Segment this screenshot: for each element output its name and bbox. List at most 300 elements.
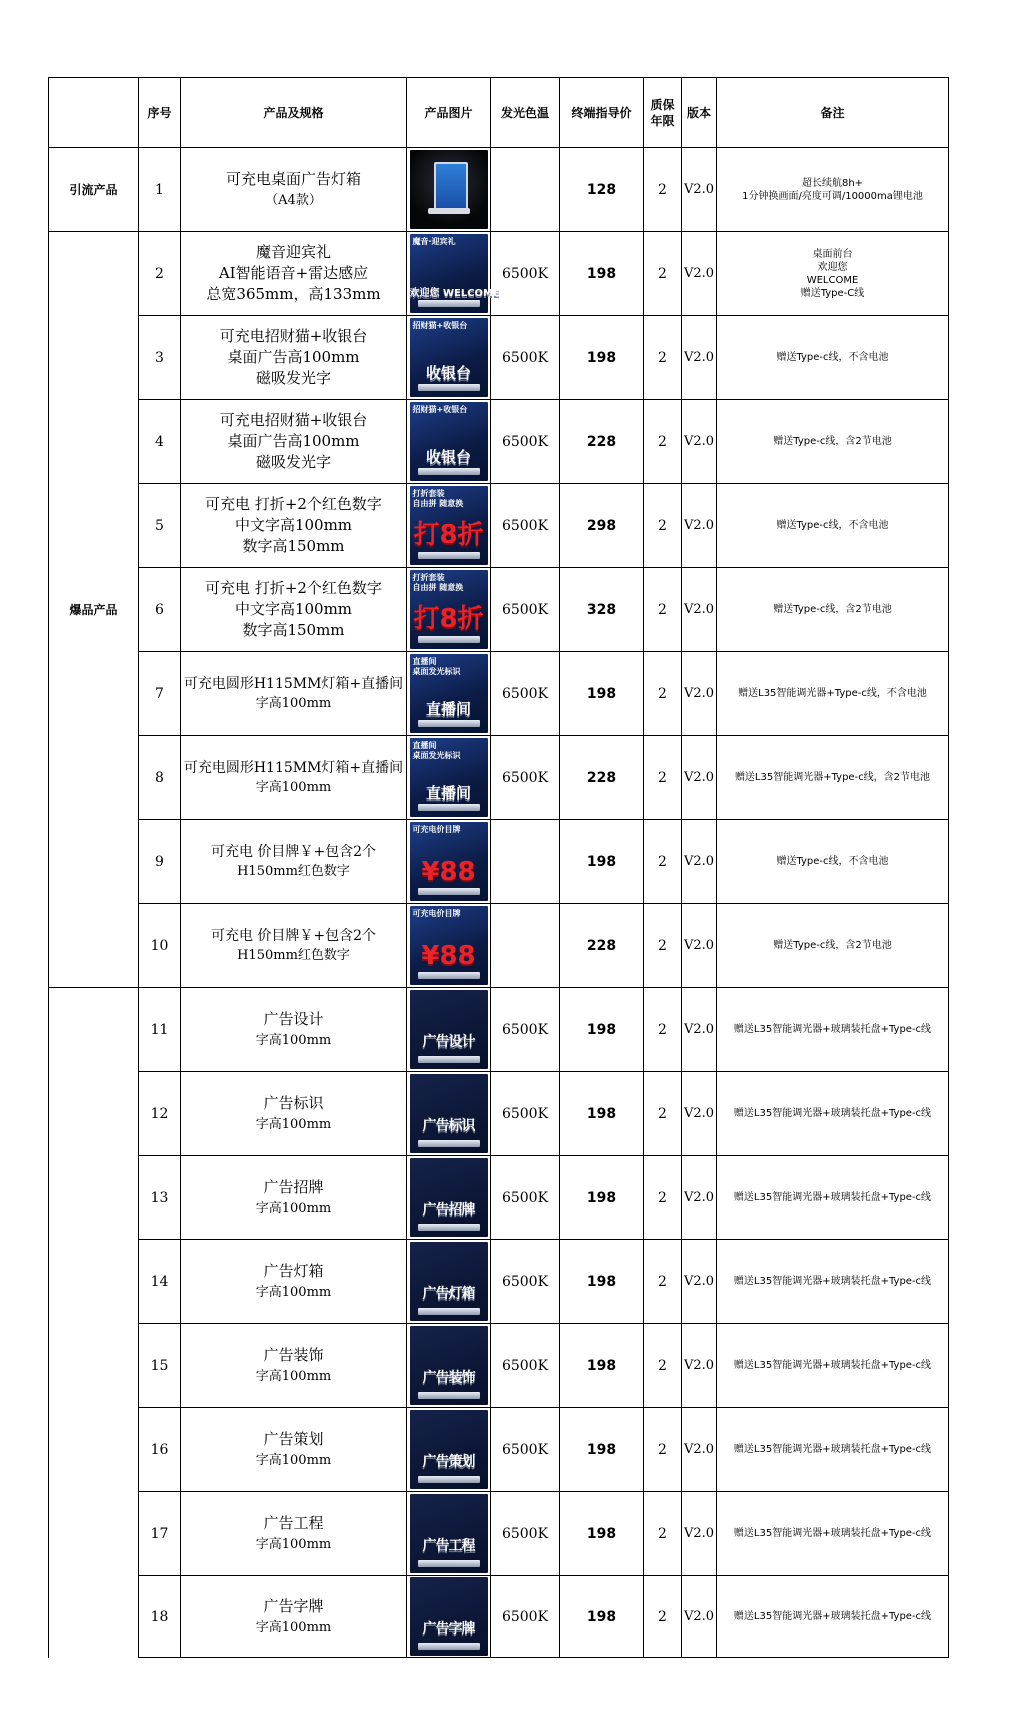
product-image — [410, 150, 488, 229]
notes — [717, 1408, 949, 1492]
row-index: 15 — [139, 1324, 181, 1408]
row-index: 12 — [139, 1072, 181, 1156]
color-temp: 6500K — [491, 736, 560, 820]
product-spec-line: 字高100mm — [255, 1284, 332, 1300]
color-temp: 6500K — [491, 1492, 560, 1576]
table-row — [49, 1408, 949, 1492]
sign-stand-icon — [418, 972, 480, 979]
product-spec-line: 数字高150mm — [242, 537, 345, 555]
product-spec-line: 桌面广告高100mm — [227, 348, 360, 366]
notes — [717, 820, 949, 904]
row-index: 3 — [139, 316, 181, 400]
version: V2.0 — [682, 400, 717, 484]
product-image-cell — [407, 652, 491, 736]
color-temp: 6500K — [491, 1408, 560, 1492]
notes — [717, 1324, 949, 1408]
product-spec-line: 广告设计 — [263, 1009, 324, 1028]
color-temp: 6500K — [491, 1156, 560, 1240]
notes-line: 欢迎您 — [817, 261, 848, 273]
image-title-text: 可充电价目牌 — [412, 909, 461, 918]
notes-line: 赠送L35智能调光器+玻璃装托盘+Type-c线 — [733, 1108, 932, 1119]
product-spec-line: 可充电 价目牌￥+包含2个 — [210, 843, 377, 860]
image-title-text: 可充电价目牌 — [412, 825, 461, 834]
notes — [717, 232, 949, 316]
header-image: 产品图片 — [407, 78, 491, 148]
product-spec-line: 魔音迎宾礼 — [255, 243, 331, 261]
product-spec-line: AI智能语音+雷达感应 — [218, 264, 369, 282]
color-temp — [491, 820, 560, 904]
warranty-years: 2 — [644, 232, 682, 316]
price: 198 — [560, 1072, 644, 1156]
category-empty — [49, 988, 139, 1658]
product-spec — [181, 1072, 407, 1156]
version: V2.0 — [682, 820, 717, 904]
notes-line: 1分钟换画面/亮度可调/10000ma锂电池 — [742, 190, 923, 202]
product-spec-line: H150mm红色数字 — [237, 947, 350, 963]
table-row — [49, 1156, 949, 1240]
product-image-cell — [407, 820, 491, 904]
sign-stand-icon — [418, 1643, 480, 1650]
image-sign-text: ¥88 — [421, 941, 476, 971]
warranty-years: 2 — [644, 904, 682, 988]
warranty-years: 2 — [644, 484, 682, 568]
color-temp: 6500K — [491, 1072, 560, 1156]
image-sign-text: 广告字牌 — [422, 1621, 475, 1637]
notes-line: 超长续航8h+ — [801, 177, 864, 189]
notes-line: 赠送Type-c线，含2节电池 — [773, 940, 892, 951]
notes-line: 赠送L35智能调光器+玻璃装托盘+Type-c线 — [733, 1024, 932, 1035]
product-image — [410, 990, 488, 1069]
product-spec-line: 磁吸发光字 — [255, 369, 331, 387]
category-traffic: 引流产品 — [49, 148, 139, 232]
notes — [717, 316, 949, 400]
image-sign-text: 直播间 — [425, 700, 471, 718]
version: V2.0 — [682, 736, 717, 820]
product-spec — [181, 736, 407, 820]
color-temp: 6500K — [491, 568, 560, 652]
notes-line: 赠送Type-c线，不含电池 — [776, 520, 889, 531]
header-color-temp: 发光色温 — [491, 78, 560, 148]
product-spec-line: 中文字高100mm — [234, 600, 353, 618]
version: V2.0 — [682, 1156, 717, 1240]
sign-stand-icon — [418, 720, 480, 727]
price: 328 — [560, 568, 644, 652]
product-spec-line: 数字高150mm — [242, 621, 345, 639]
header-index: 序号 — [139, 78, 181, 148]
notes — [717, 400, 949, 484]
price-list-table — [48, 77, 949, 1658]
product-image-cell — [407, 148, 491, 232]
sign-stand-icon — [418, 1056, 480, 1063]
product-image-cell — [407, 736, 491, 820]
product-spec — [181, 148, 407, 232]
warranty-years: 2 — [644, 1492, 682, 1576]
sign-stand-icon — [418, 552, 480, 559]
product-spec-line: 磁吸发光字 — [255, 453, 331, 471]
row-index: 7 — [139, 652, 181, 736]
product-image-cell — [407, 1408, 491, 1492]
notes — [717, 1492, 949, 1576]
price: 198 — [560, 988, 644, 1072]
notes-line: 赠送Type-C线 — [800, 287, 865, 299]
table-row — [49, 1576, 949, 1658]
price: 198 — [560, 1408, 644, 1492]
row-index: 14 — [139, 1240, 181, 1324]
lightbox-base-icon — [428, 208, 470, 214]
product-image — [410, 738, 488, 817]
table-row — [49, 232, 949, 316]
notes-line: WELCOME — [806, 274, 859, 286]
header-warranty — [644, 78, 682, 148]
price: 198 — [560, 1492, 644, 1576]
warranty-years: 2 — [644, 1408, 682, 1492]
product-spec-line: 可充电 打折+2个红色数字 — [205, 579, 382, 597]
warranty-years: 2 — [644, 820, 682, 904]
product-spec-line: 字高100mm — [255, 1116, 332, 1132]
version: V2.0 — [682, 1408, 717, 1492]
row-index: 4 — [139, 400, 181, 484]
table-row — [49, 904, 949, 988]
warranty-years: 2 — [644, 148, 682, 232]
category-hot: 爆品产品 — [49, 232, 139, 988]
warranty-years: 2 — [644, 400, 682, 484]
image-title-text: 招财猫+收银台 — [412, 321, 468, 330]
table-row — [49, 820, 949, 904]
version: V2.0 — [682, 148, 717, 232]
product-spec-line: 广告装饰 — [263, 1345, 324, 1364]
product-spec-line: 可充电 打折+2个红色数字 — [205, 495, 382, 513]
notes — [717, 568, 949, 652]
notes-line: 赠送Type-c线，含2节电池 — [773, 436, 892, 447]
image-sign-text: 广告装饰 — [422, 1370, 475, 1386]
product-image-cell — [407, 1492, 491, 1576]
price: 228 — [560, 736, 644, 820]
product-image — [410, 1577, 488, 1656]
image-sign-text: 广告招牌 — [422, 1202, 475, 1218]
row-index: 11 — [139, 988, 181, 1072]
product-spec-line: 可充电圆形H115MM灯箱+直播间 — [183, 675, 404, 692]
product-spec-line: 可充电桌面广告灯箱 — [225, 169, 361, 188]
product-spec-line: 桌面广告高100mm — [227, 432, 360, 450]
notes-line: 赠送L35智能调光器+玻璃装托盘+Type-c线 — [733, 1611, 932, 1622]
version: V2.0 — [682, 904, 717, 988]
row-index: 18 — [139, 1576, 181, 1658]
notes-line: 赠送L35智能调光器+玻璃装托盘+Type-c线 — [733, 1360, 932, 1371]
product-image-cell — [407, 316, 491, 400]
color-temp — [491, 904, 560, 988]
notes — [717, 988, 949, 1072]
color-temp: 6500K — [491, 484, 560, 568]
header-warranty-line1: 质保 — [650, 97, 675, 112]
product-spec — [181, 1576, 407, 1658]
header-row — [49, 78, 949, 148]
image-sign-text: 广告标识 — [422, 1118, 475, 1134]
price: 198 — [560, 316, 644, 400]
row-index: 17 — [139, 1492, 181, 1576]
warranty-years: 2 — [644, 568, 682, 652]
product-spec-line: 可充电招财猫+收银台 — [219, 411, 368, 429]
product-image — [410, 402, 488, 481]
product-spec-line: H150mm红色数字 — [237, 863, 350, 879]
price: 228 — [560, 904, 644, 988]
product-spec — [181, 988, 407, 1072]
product-image — [410, 1410, 488, 1489]
table-row — [49, 400, 949, 484]
price: 198 — [560, 1156, 644, 1240]
color-temp: 6500K — [491, 1576, 560, 1658]
product-image-cell — [407, 1072, 491, 1156]
warranty-years: 2 — [644, 1156, 682, 1240]
sign-stand-icon — [418, 1560, 480, 1567]
product-spec-line: 字高100mm — [255, 695, 332, 711]
table-row — [49, 568, 949, 652]
image-sign-text: 直播间 — [425, 784, 471, 802]
product-spec-line: 字高100mm — [255, 779, 332, 795]
product-spec-line: 总宽365mm，高133mm — [206, 285, 381, 303]
header-price: 终端指导价 — [560, 78, 644, 148]
product-image — [410, 906, 488, 985]
notes-line: 赠送Type-c线，不含电池 — [776, 352, 889, 363]
sign-stand-icon — [418, 300, 480, 307]
table-row — [49, 148, 949, 232]
image-sign-text: 欢迎您 WELCOME — [409, 288, 500, 299]
row-index: 13 — [139, 1156, 181, 1240]
price: 298 — [560, 484, 644, 568]
product-image — [410, 1074, 488, 1153]
version: V2.0 — [682, 316, 717, 400]
row-index: 10 — [139, 904, 181, 988]
row-index: 6 — [139, 568, 181, 652]
notes-line: 赠送L35智能调光器+玻璃装托盘+Type-c线 — [733, 1276, 932, 1287]
row-index: 5 — [139, 484, 181, 568]
version: V2.0 — [682, 232, 717, 316]
notes-line: 赠送L35智能调光器+Type-c线，不含电池 — [738, 688, 927, 699]
image-sign-text: 广告灯箱 — [422, 1286, 475, 1302]
product-image — [410, 570, 488, 649]
sign-stand-icon — [418, 1392, 480, 1399]
price: 198 — [560, 1576, 644, 1658]
price: 128 — [560, 148, 644, 232]
product-spec — [181, 1240, 407, 1324]
color-temp: 6500K — [491, 232, 560, 316]
table-row — [49, 316, 949, 400]
product-spec-line: （A4款） — [265, 192, 322, 208]
product-spec-line: 字高100mm — [255, 1200, 332, 1216]
product-image — [410, 822, 488, 901]
color-temp: 6500K — [491, 988, 560, 1072]
sign-stand-icon — [418, 1308, 480, 1315]
version: V2.0 — [682, 1324, 717, 1408]
notes-line: 赠送Type-c线，不含电池 — [776, 856, 889, 867]
version: V2.0 — [682, 1492, 717, 1576]
product-spec-line: 广告招牌 — [263, 1177, 324, 1196]
notes-line: 赠送Type-c线，含2节电池 — [773, 604, 892, 615]
product-spec — [181, 820, 407, 904]
lightbox-frame-icon — [434, 162, 468, 210]
product-spec-line: 广告字牌 — [263, 1596, 324, 1615]
table-row — [49, 652, 949, 736]
table-row — [49, 736, 949, 820]
product-spec — [181, 568, 407, 652]
image-sign-text: 广告工程 — [422, 1538, 475, 1554]
product-spec-line: 字高100mm — [255, 1032, 332, 1048]
warranty-years: 2 — [644, 988, 682, 1072]
color-temp — [491, 148, 560, 232]
table-row — [49, 1492, 949, 1576]
product-spec — [181, 652, 407, 736]
notes — [717, 1576, 949, 1658]
row-index: 2 — [139, 232, 181, 316]
version: V2.0 — [682, 568, 717, 652]
table-row — [49, 1324, 949, 1408]
color-temp: 6500K — [491, 400, 560, 484]
product-spec-line: 广告标识 — [263, 1093, 324, 1112]
header-version: 版本 — [682, 78, 717, 148]
image-sign-text: ¥88 — [421, 857, 476, 887]
notes-line: 桌面前台 — [812, 248, 853, 260]
image-sign-text: 打8折 — [413, 520, 484, 550]
header-product: 产品及规格 — [181, 78, 407, 148]
notes-line: 赠送L35智能调光器+玻璃装托盘+Type-c线 — [733, 1528, 932, 1539]
warranty-years: 2 — [644, 1072, 682, 1156]
notes — [717, 652, 949, 736]
warranty-years: 2 — [644, 1324, 682, 1408]
image-sign-text: 收银台 — [425, 448, 471, 466]
product-spec — [181, 1492, 407, 1576]
image-title-text: 魔音·迎宾礼 — [412, 237, 456, 246]
sign-stand-icon — [418, 384, 480, 391]
image-sign-text: 打8折 — [413, 604, 484, 634]
product-spec-line: 可充电圆形H115MM灯箱+直播间 — [183, 759, 404, 776]
row-index: 1 — [139, 148, 181, 232]
product-spec — [181, 1324, 407, 1408]
price: 198 — [560, 232, 644, 316]
price: 198 — [560, 1240, 644, 1324]
sign-stand-icon — [418, 1140, 480, 1147]
product-spec-line: 广告工程 — [263, 1513, 324, 1532]
image-title-text: 招财猫+收银台 — [412, 405, 468, 414]
product-spec-line: 字高100mm — [255, 1619, 332, 1635]
product-image — [410, 318, 488, 397]
sign-stand-icon — [418, 1476, 480, 1483]
product-spec — [181, 316, 407, 400]
product-spec — [181, 1408, 407, 1492]
price: 198 — [560, 652, 644, 736]
product-spec-line: 可充电 价目牌￥+包含2个 — [210, 927, 377, 944]
version: V2.0 — [682, 1072, 717, 1156]
color-temp: 6500K — [491, 652, 560, 736]
row-index: 16 — [139, 1408, 181, 1492]
version: V2.0 — [682, 652, 717, 736]
price: 198 — [560, 820, 644, 904]
image-title-text: 打折套装 自由拼 随意换 — [412, 489, 464, 508]
price: 198 — [560, 1324, 644, 1408]
version: V2.0 — [682, 1240, 717, 1324]
product-spec — [181, 484, 407, 568]
product-image-cell — [407, 400, 491, 484]
notes — [717, 1240, 949, 1324]
product-image-cell — [407, 1576, 491, 1658]
image-sign-text: 收银台 — [425, 364, 471, 382]
product-image — [410, 1242, 488, 1321]
product-image-cell — [407, 484, 491, 568]
notes-line: 赠送L35智能调光器+Type-c线，含2节电池 — [734, 772, 931, 783]
image-sign-text: 广告设计 — [422, 1034, 475, 1050]
notes — [717, 904, 949, 988]
product-spec-line: 字高100mm — [255, 1452, 332, 1468]
product-spec-line: 字高100mm — [255, 1536, 332, 1552]
version: V2.0 — [682, 484, 717, 568]
product-image-cell — [407, 988, 491, 1072]
product-image — [410, 1494, 488, 1573]
product-image-cell — [407, 1156, 491, 1240]
product-image-cell — [407, 1324, 491, 1408]
product-spec — [181, 232, 407, 316]
product-spec-line: 广告策划 — [263, 1429, 324, 1448]
product-image-cell — [407, 904, 491, 988]
notes — [717, 1156, 949, 1240]
row-index: 9 — [139, 820, 181, 904]
row-index: 8 — [139, 736, 181, 820]
notes — [717, 484, 949, 568]
product-spec-line: 广告灯箱 — [263, 1261, 324, 1280]
product-spec — [181, 904, 407, 988]
image-title-text: 打折套装 自由拼 随意换 — [412, 573, 464, 592]
notes — [717, 148, 949, 232]
header-category — [49, 78, 139, 148]
price: 228 — [560, 400, 644, 484]
notes — [717, 736, 949, 820]
notes — [717, 1072, 949, 1156]
warranty-years: 2 — [644, 1240, 682, 1324]
product-image-cell — [407, 1240, 491, 1324]
table-row — [49, 988, 949, 1072]
warranty-years: 2 — [644, 316, 682, 400]
color-temp: 6500K — [491, 316, 560, 400]
sign-stand-icon — [418, 468, 480, 475]
header-notes: 备注 — [717, 78, 949, 148]
table-row — [49, 1240, 949, 1324]
sign-stand-icon — [418, 1224, 480, 1231]
product-image — [410, 1326, 488, 1405]
product-image — [410, 1158, 488, 1237]
warranty-years: 2 — [644, 652, 682, 736]
notes-line: 赠送L35智能调光器+玻璃装托盘+Type-c线 — [733, 1444, 932, 1455]
notes-line: 赠送L35智能调光器+玻璃装托盘+Type-c线 — [733, 1192, 932, 1203]
image-title-text: 直播间 桌面发光标识 — [412, 741, 461, 760]
product-image-cell — [407, 568, 491, 652]
product-spec — [181, 400, 407, 484]
sign-stand-icon — [418, 636, 480, 643]
product-spec-line: 可充电招财猫+收银台 — [219, 327, 368, 345]
warranty-years: 2 — [644, 1576, 682, 1658]
product-image-cell — [407, 232, 500, 316]
color-temp: 6500K — [491, 1324, 560, 1408]
image-title-text: 直播间 桌面发光标识 — [412, 657, 461, 676]
version: V2.0 — [682, 988, 717, 1072]
version: V2.0 — [682, 1576, 717, 1658]
product-image — [410, 654, 488, 733]
sign-stand-icon — [418, 804, 480, 811]
image-sign-text: 广告策划 — [422, 1454, 475, 1470]
product-image — [410, 486, 488, 565]
table-row — [49, 484, 949, 568]
product-spec-line: 中文字高100mm — [234, 516, 353, 534]
product-spec-line: 字高100mm — [255, 1368, 332, 1384]
warranty-years: 2 — [644, 736, 682, 820]
color-temp: 6500K — [491, 1240, 560, 1324]
table-row — [49, 1072, 949, 1156]
